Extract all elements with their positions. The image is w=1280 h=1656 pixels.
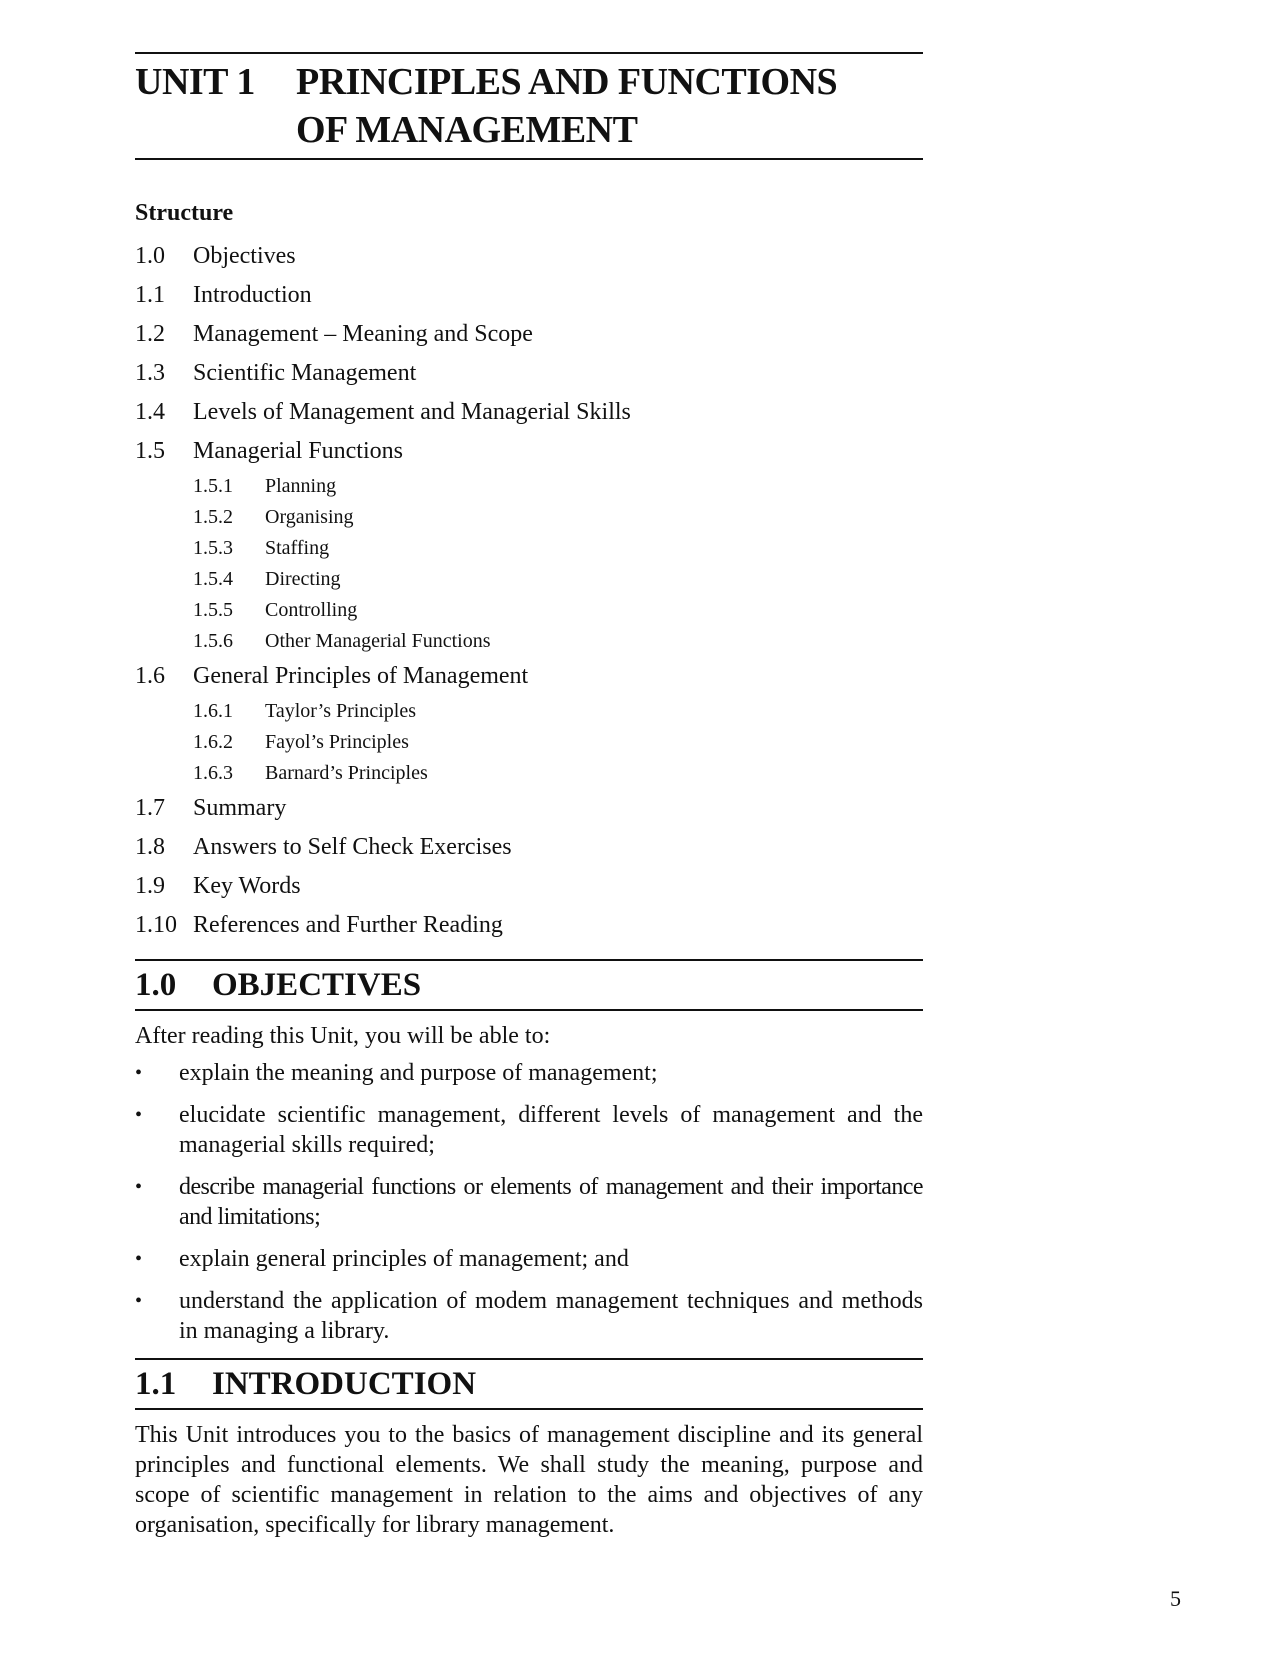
introduction-paragraph: This Unit introduces you to the basics of management discipline and its general principles and functional elements. We shall study the meaning, purpose and scope of scientific management in relation to the aims and objectives of any organisation, specifically for library management. [135,1422,923,1538]
section-number: 1.0 [135,967,177,1003]
toc-number: 1.5.6 [193,630,233,652]
objectives-heading [135,959,923,1011]
unit-title [135,54,923,158]
toc-label: Other Managerial Functions [265,630,491,652]
section-number: 1.1 [135,1366,177,1402]
introduction-section [135,1358,923,1540]
page-content [135,52,923,1540]
toc-subitem [135,727,923,758]
toc-subitem [135,758,923,789]
toc-label: Answers to Self Check Exercises [193,834,512,860]
toc-subitem [135,564,923,595]
bullet-text: explain the meaning and purpose of management; [179,1060,658,1086]
toc-label: Organising [265,506,354,528]
title-bottom-rule [135,158,923,160]
bullet-icon: • [135,1248,143,1270]
toc-label: Barnard’s Principles [265,762,428,784]
toc-label: Controlling [265,599,358,621]
toc-number: 1.1 [135,282,165,308]
toc-subitem [135,533,923,564]
toc-item [135,237,923,276]
unit-title-text [296,58,923,154]
toc-item [135,828,923,867]
toc-label: Management – Meaning and Scope [193,321,533,347]
bullet-text: understand the application of modem management techniques and methods in managing a library. [179,1288,923,1344]
list-item [135,1058,923,1088]
toc-number: 1.6.3 [193,762,233,784]
bullet-text: explain general principles of management; and [179,1246,629,1272]
toc-number: 1.7 [135,795,165,821]
toc-label: Scientific Management [193,360,417,386]
toc-number: 1.3 [135,360,165,386]
toc-label: Staffing [265,537,330,559]
toc-item [135,315,923,354]
toc-number: 1.0 [135,243,165,269]
toc-label: Directing [265,568,341,590]
toc-label: Summary [193,795,287,821]
toc-number: 1.5.1 [193,475,233,497]
toc-number: 1.5.2 [193,506,233,528]
toc-number: 1.6 [135,663,165,689]
unit-title-line-2: OF MANAGEMENT [296,109,638,151]
toc-label: Fayol’s Principles [265,731,409,753]
section-title: OBJECTIVES [212,967,422,1003]
section-title: INTRODUCTION [212,1366,477,1402]
toc-number: 1.4 [135,399,165,425]
toc-label: Planning [265,475,337,497]
toc-subitem [135,471,923,502]
toc-item [135,393,923,432]
toc-item [135,354,923,393]
toc-number: 1.10 [135,912,177,938]
toc-item [135,789,923,828]
toc-item [135,906,923,945]
unit-title-line-1: PRINCIPLES AND FUNCTIONS [296,61,838,103]
toc-number: 1.8 [135,834,165,860]
objectives-list [135,1058,923,1346]
toc-label: General Principles of Management [193,663,529,689]
bullet-icon: • [135,1104,143,1126]
bullet-icon: • [135,1290,143,1312]
list-item [135,1172,923,1232]
table-of-contents [135,237,923,945]
toc-subitem [135,502,923,533]
toc-number: 1.2 [135,321,165,347]
page-number: 5 [1170,1586,1181,1611]
bullet-text: describe managerial functions or elements of management and their importance and limitations; [179,1174,923,1230]
objectives-section [135,959,923,1346]
toc-subitem [135,626,923,657]
structure-heading: Structure [135,200,234,226]
bullet-text: elucidate scientific management, different levels of management and the managerial skills required; [179,1102,923,1158]
toc-subitem [135,696,923,727]
bullet-icon: • [135,1176,143,1198]
objectives-intro: After reading this Unit, you will be able to: [135,1023,551,1049]
toc-item [135,657,923,696]
toc-label: Taylor’s Principles [265,700,416,722]
toc-number: 1.5 [135,438,165,464]
list-item [135,1100,923,1160]
toc-number: 1.5.5 [193,599,233,621]
list-item [135,1286,923,1346]
toc-label: Managerial Functions [193,438,403,464]
toc-item [135,867,923,906]
toc-item [135,432,923,471]
toc-number: 1.6.1 [193,700,233,722]
bullet-icon: • [135,1062,143,1084]
toc-label: Objectives [193,243,296,269]
toc-number: 1.5.4 [193,568,233,590]
toc-label: Levels of Management and Managerial Skills [193,399,631,425]
toc-label: References and Further Reading [193,912,503,938]
unit-label: UNIT 1 [135,61,255,103]
toc-number: 1.9 [135,873,165,899]
toc-number: 1.6.2 [193,731,233,753]
toc-subitem [135,595,923,626]
introduction-heading [135,1358,923,1410]
toc-number: 1.5.3 [193,537,233,559]
toc-label: Key Words [193,873,301,899]
toc-item [135,276,923,315]
toc-label: Introduction [193,282,312,308]
list-item [135,1244,923,1274]
